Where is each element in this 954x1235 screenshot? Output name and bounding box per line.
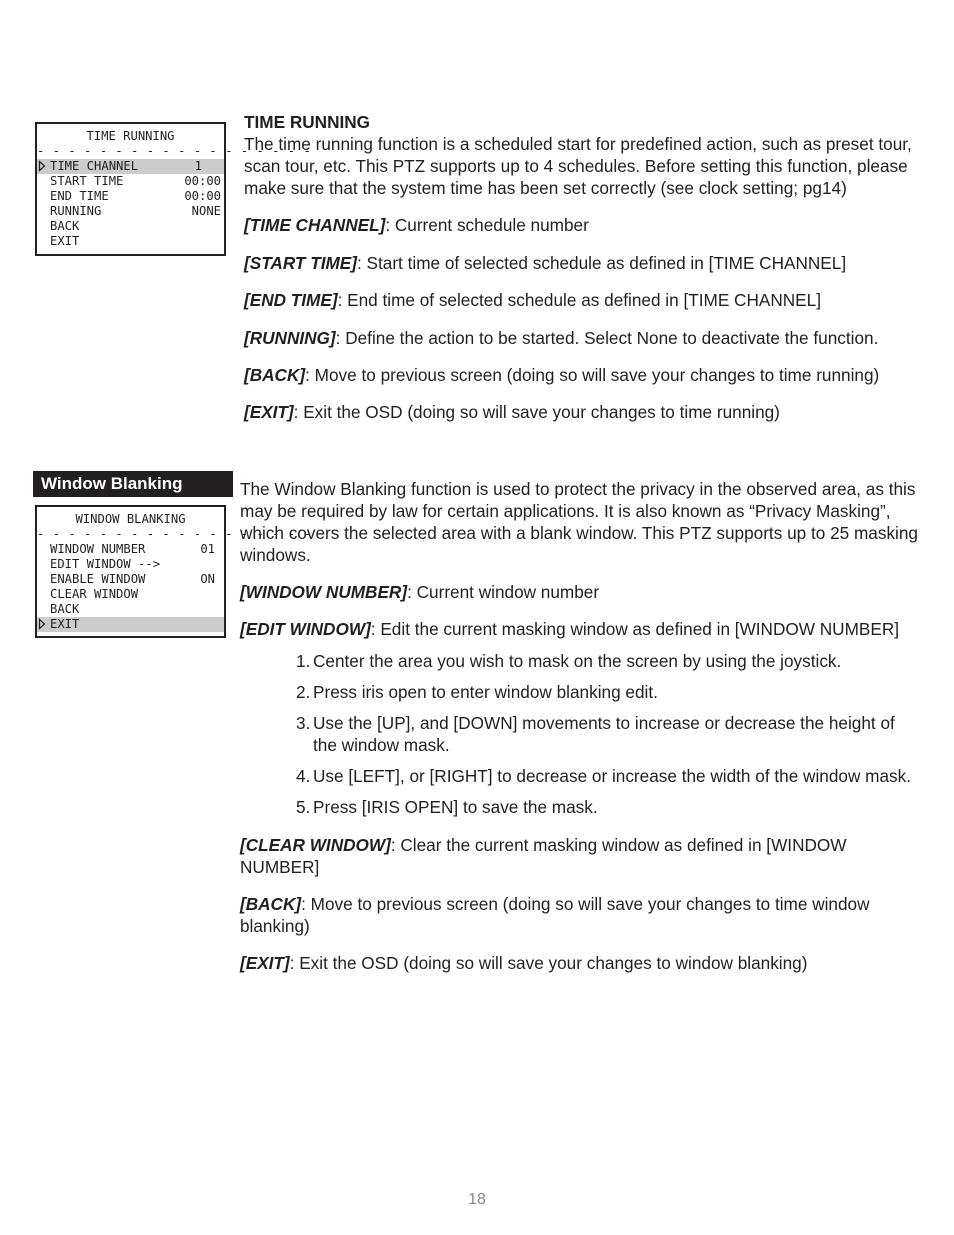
menu-row-label: BACK [50,602,80,616]
step-item [296,681,916,703]
menu-title: TIME RUNNING [86,129,175,143]
step-number: 3. [296,713,311,733]
item-start-time [244,252,924,274]
item-text: : Define the action to be started. Select None to deactivate the function. [335,328,879,348]
menu-row-label: WINDOW NUMBER [50,542,146,556]
page-number: 18 [468,1191,486,1208]
item-text: : Start time of selected schedule as defined in [TIME CHANNEL] [356,253,847,273]
item-label: [BACK] [240,894,302,914]
menu-row-label: EXIT [50,234,80,248]
section-heading: TIME RUNNING [244,112,371,132]
item-text: : Clear the current masking window as defined in [WINDOW NUMBER] [240,835,847,877]
step-text: Press iris open to enter window blanking edit. [313,682,658,702]
menu-row-value: ON [200,572,215,586]
item-label: [WINDOW NUMBER] [240,582,408,602]
menu-row-clear-window [37,587,224,602]
item-label: [TIME CHANNEL] [244,215,386,235]
item-window-number [240,581,930,603]
menu-row-exit [37,234,224,249]
menu-row-end-time [37,189,224,204]
menu-row-label: TIME CHANNEL [50,159,139,173]
item-running [244,327,924,349]
item-clear-window [240,834,930,878]
time-running-section [244,111,924,423]
item-edit-window [240,618,930,640]
menu-row-label: START TIME [50,174,124,188]
item-label: [START TIME] [244,253,357,273]
menu-row-label: ENABLE WINDOW [50,572,146,586]
window-blanking-menu [35,505,312,638]
item-end-time [244,289,924,311]
menu-row-value: 00:00 [184,189,221,203]
item-label: [EDIT WINDOW] [240,619,371,639]
item-label: [BACK] [244,365,306,385]
item-text: : Exit the OSD (doing so will save your changes to window blanking) [289,953,808,973]
window-blanking-intro: The Window Blanking function is used to protect the privacy in the observed area, as this may be required by law for certain applications. It is also known as “Privacy Masking”, which covers the selected area with a blank window. This PTZ supports up to 25 masking windows. [240,479,918,565]
step-text: Use [LEFT], or [RIGHT] to decrease or increase the width of the window mask. [313,766,911,786]
menu-row-label: EDIT WINDOW --> [50,557,161,571]
item-text: : End time of selected schedule as defined in [TIME CHANNEL] [337,290,821,310]
step-item [296,765,916,787]
menu-row-enable-window [37,572,224,587]
step-number: 5. [296,797,311,817]
step-item [296,712,916,756]
menu-row-label: BACK [50,219,80,233]
menu-row-start-time [37,174,224,189]
menu-row-value: 1 [194,159,202,173]
menu-row-back [37,602,224,617]
item-back [240,893,930,937]
menu-divider: - - - - - - - - - - - - - - - - - - [37,144,312,158]
window-blanking-section [240,478,930,974]
step-number: 2. [296,682,311,702]
cursor-arrow-icon [39,619,45,629]
step-item [296,650,916,672]
item-label: [EXIT] [244,402,294,422]
menu-row-label: END TIME [50,189,109,203]
cursor-arrow-icon [39,161,45,171]
menu-row-label: EXIT [50,617,80,631]
time-running-menu [35,122,312,256]
time-running-intro: The time running function is a scheduled start for predefined action, such as preset tour, scan tour, etc. This PTZ supports up to 4 schedules. Before setting this function, please make sure that the system time has been set correctly (see clock setting; pg14) [244,134,912,198]
menu-row-exit [37,617,224,632]
item-time-channel [244,214,924,236]
item-back [244,364,924,386]
step-text: Center the area you wish to mask on the screen by using the joystick. [313,651,842,671]
item-exit [244,401,924,423]
item-label: [END TIME] [244,290,338,310]
step-item [296,796,916,818]
menu-row-value: 01 [200,542,215,556]
menu-row-value: NONE [191,204,221,218]
menu-row-back [37,219,224,234]
item-text: : Current schedule number [385,215,589,235]
step-text: Press [IRIS OPEN] to save the mask. [313,797,598,817]
step-number: 4. [296,766,311,786]
item-exit [240,952,930,974]
step-number: 1. [296,651,311,671]
item-text: : Edit the current masking window as defined in [WINDOW NUMBER] [370,619,900,639]
step-text: Use the [UP], and [DOWN] movements to increase or decrease the height of the window mask. [313,713,895,755]
menu-row-time-channel [37,159,224,174]
menu-title: WINDOW BLANKING [75,512,186,526]
menu-divider: - - - - - - - - - - - - - - - - - - [37,527,312,541]
menu-row-label: CLEAR WINDOW [50,587,139,601]
item-text: : Move to previous screen (doing so will save your changes to time running) [305,365,880,385]
item-text: : Current window number [407,582,600,602]
item-label: [EXIT] [240,953,290,973]
menu-row-window-number [37,542,224,557]
menu-row-label: RUNNING [50,204,102,218]
edit-steps-list [240,650,916,818]
item-label: [CLEAR WINDOW] [240,835,391,855]
item-text: : Move to previous screen (doing so will save your changes to time window blanking) [240,894,870,936]
menu-row-running [37,204,224,219]
menu-row-edit-window [37,557,224,572]
window-blanking-section-label: Window Blanking [33,471,233,497]
item-text: : Exit the OSD (doing so will save your changes to time running) [293,402,780,422]
menu-row-value: 00:00 [184,174,221,188]
item-label: [RUNNING] [244,328,336,348]
